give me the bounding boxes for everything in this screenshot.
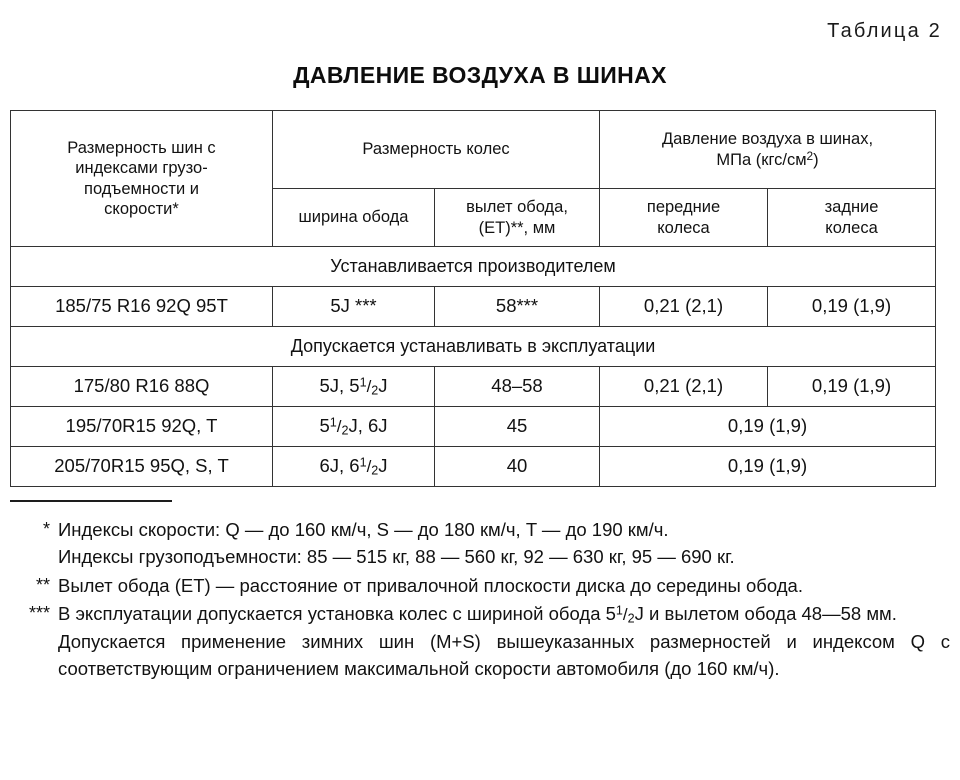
footnote-in-service [10, 600, 950, 682]
header-tire-size-text: Размерность шин с индексами грузо- подъемности и скорости* [67, 138, 216, 218]
cell-rim-offset: 40 [435, 447, 600, 487]
cell-pressure-merged: 0,19 (1,9) [600, 447, 936, 487]
header-pressure-group: Давление воздуха в шинах, МПа $(кгс/см^2)$ [600, 111, 936, 189]
footnote-line: Индексы скорости: Q — до 160 км/ч, S — до 180 км/ч, T — до 190 км/ч. [58, 519, 669, 540]
cell-rear-pressure: 0,19 (1,9) [768, 367, 936, 407]
tire-pressure-table-wrapper [10, 110, 935, 487]
footnote-body [58, 600, 950, 682]
cell-tire-size: 205/70R15 95Q, S, T [11, 447, 273, 487]
cell-tire-size: 175/80 R16 88Q [11, 367, 273, 407]
header-rim-offset: вылет обода, (ЕТ)**, мм [435, 189, 600, 247]
table-header [11, 111, 936, 247]
cell-rim-width: $5^1/2J$, 6J [273, 407, 435, 447]
footnote-marker: ** [35, 574, 50, 595]
table-caption: Таблица 2 [827, 20, 942, 42]
header-row-primary [11, 111, 936, 189]
cell-tire-size: 195/70R15 92Q, T [11, 407, 273, 447]
table-row [11, 447, 936, 487]
footnote-line: Индексы грузоподъемности: 85 — 515 кг, 88 — 560 кг, 92 — 630 кг, 95 — 690 кг. [58, 546, 735, 568]
cell-rim-offset: 45 [435, 407, 600, 447]
cell-rim-offset: 48–58 [435, 367, 600, 407]
section-header-row [11, 327, 936, 367]
footnote-body [58, 516, 950, 571]
cell-rim-width: 5J *** [273, 287, 435, 327]
header-wheel-size: Размерность колес [273, 111, 600, 189]
cell-front-pressure: 0,21 (2,1) [600, 367, 768, 407]
footnote-separator-rule [10, 500, 172, 502]
table-row [11, 287, 936, 327]
header-rim-width: ширина обода [273, 189, 435, 247]
cell-rim-offset: 58*** [435, 287, 600, 327]
footnote-marker: * [42, 519, 50, 539]
table-row [11, 407, 936, 447]
tire-pressure-table [10, 110, 936, 487]
cell-rim-width: 5J, $5^1/2J$ [273, 367, 435, 407]
section-label-manufacturer: Устанавливается производителем [11, 247, 936, 287]
footnote-marker: *** [28, 603, 50, 624]
cell-tire-size: 185/75 R16 92Q 95T [11, 287, 273, 327]
cell-pressure-merged: 0,19 (1,9) [600, 407, 936, 447]
footnote-body [58, 572, 950, 599]
table-row [11, 367, 936, 407]
section-header-row [11, 247, 936, 287]
cell-front-pressure: 0,21 (2,1) [600, 287, 768, 327]
header-front-wheels: передние колеса [600, 189, 768, 247]
header-rear-wheels: задние колеса [768, 189, 936, 247]
footnote-rim-offset [10, 572, 950, 599]
footnote-line: Вылет обода (ЕТ) — расстояние от привалочной плоскости диска до середины обода. [58, 574, 803, 596]
table-body [11, 247, 936, 487]
footnote-speed-indices [10, 516, 950, 571]
footnotes-block [10, 516, 950, 683]
section-label-in-service: Допускается устанавливать в эксплуатации [11, 327, 936, 367]
page-title: ДАВЛЕНИЕ ВОЗДУХА В ШИНАХ [293, 62, 667, 88]
footnote-line: В эксплуатации допускается установка колес с шириной обода $5^1/2J$ и вылетом обода 48—58 мм. [58, 602, 897, 625]
cell-rear-pressure: 0,19 (1,9) [768, 287, 936, 327]
footnote-line: Допускается применение зимних шин (M+S) вышеуказанных размерностей и индексом Q с соответствующим ограничением максимальной скорости автомобиля (до 160 км/ч). [58, 630, 950, 679]
cell-rim-width: 6J, $6^1/2J$ [273, 447, 435, 487]
header-tire-size [11, 111, 273, 247]
